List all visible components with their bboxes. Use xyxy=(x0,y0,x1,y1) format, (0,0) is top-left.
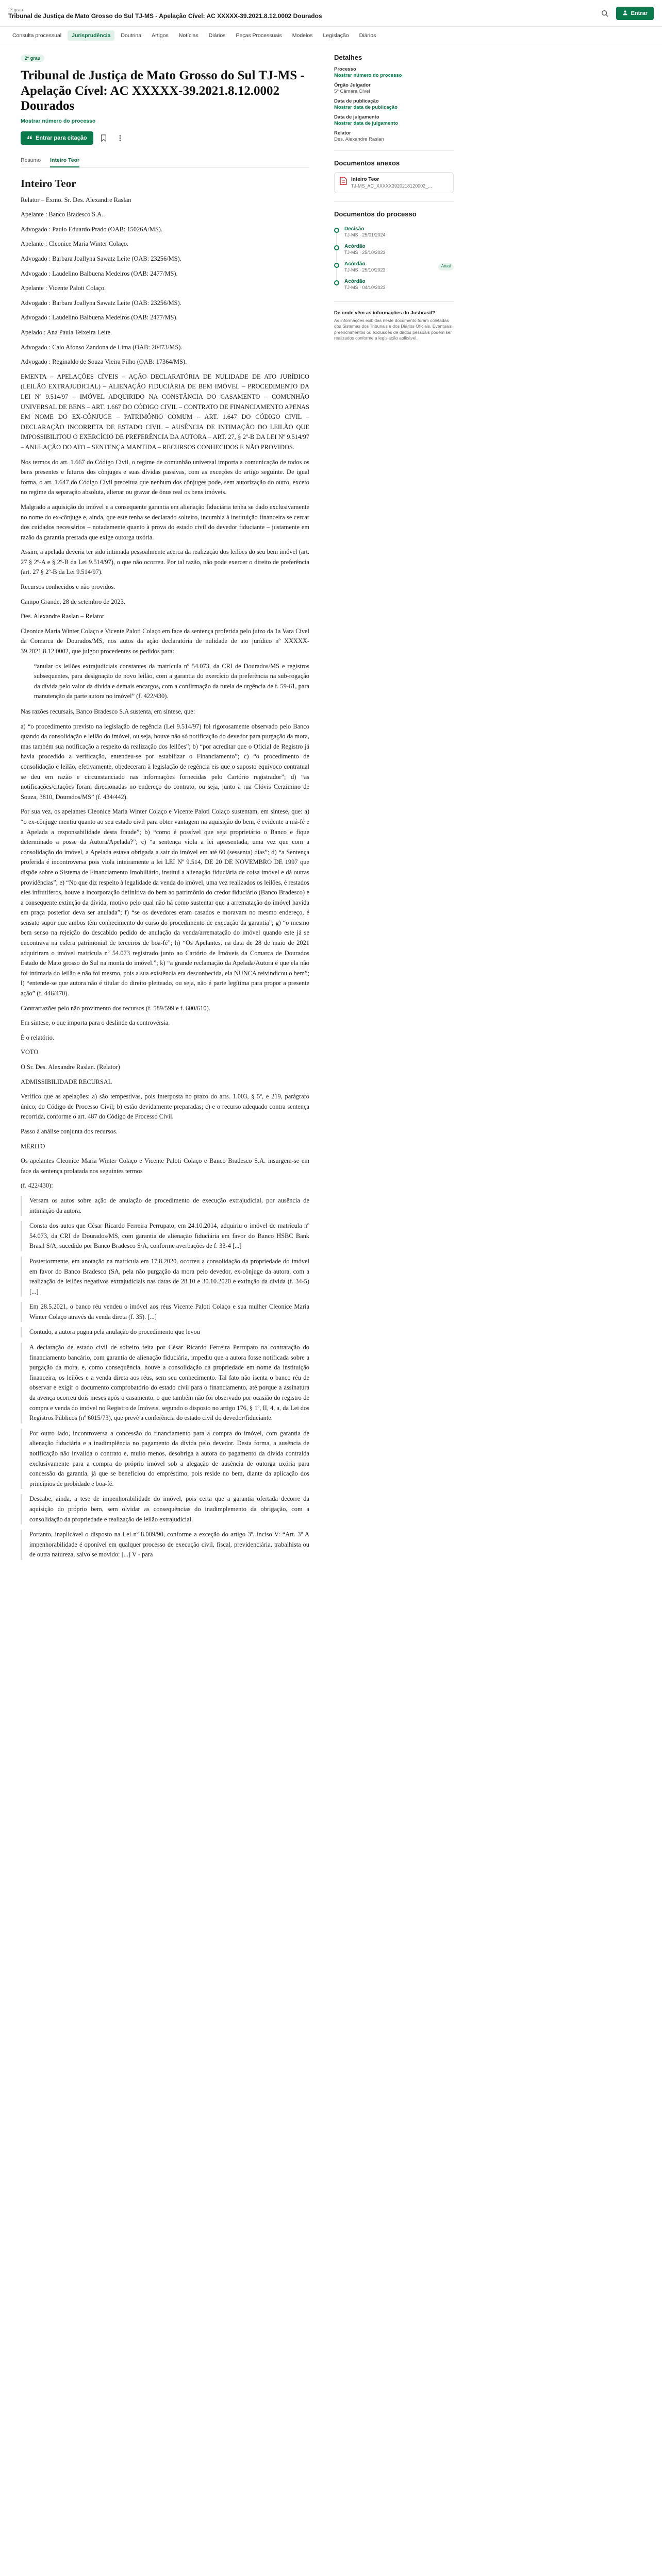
divider xyxy=(334,201,454,202)
party-line: Apelante : Vicente Paloti Colaço. xyxy=(21,284,106,292)
timeline-item[interactable] xyxy=(334,241,454,258)
attachment-name: Inteiro Teor xyxy=(351,177,379,182)
user-icon xyxy=(622,10,628,17)
org-label: Órgão Julgador xyxy=(334,82,371,88)
timeline-name: Acórdão xyxy=(344,279,366,284)
paragraph: Assim, a apelada deveria ter sido intimada pessoalmente acerca da realização dos leilões do seu bem imóvel (art. 27 § 2º-A e § 2º-B da Lei 9.514/97), o que não ocorreu. Por tal razão, não pode exercer o direito de preferência (art. 27 § 2º-B da Lei 9.514/97). xyxy=(21,548,309,576)
process-label: Processo xyxy=(334,66,356,72)
timeline-title: Documentos do processo xyxy=(334,210,417,218)
timeline-name: Decisão xyxy=(344,226,365,232)
party-line: Advogado : Laudelino Balbuena Medeiros (OAB: 2477/MS). xyxy=(21,269,178,277)
timeline-item[interactable] xyxy=(334,276,454,293)
top-bar-actions xyxy=(599,7,654,20)
quote-icon xyxy=(27,134,32,142)
timeline-dot xyxy=(334,263,339,268)
paragraph: Os apelantes Cleonice Maria Winter Colaço e Vicente Paloti Colaço e Banco Bradesco S.A. insurgem-se em face da sentença prolatada nos seguintes termos xyxy=(21,1157,309,1175)
publication-label: Data de publicação xyxy=(334,98,379,104)
document-icon xyxy=(340,177,347,187)
divider xyxy=(334,150,454,151)
timeline-item[interactable] xyxy=(334,223,454,241)
party-line: Advogado : Paulo Eduardo Prado (OAB: 15026A/MS). xyxy=(21,225,162,233)
block-quote: Versam os autos sobre ação de anulação de procedimento de execução extrajudicial, por ausência de intimação da autora. xyxy=(21,1196,309,1216)
bookmark-icon[interactable] xyxy=(97,132,110,144)
top-grade-label: 2º grau xyxy=(8,7,23,12)
party-line: Apelante : Banco Bradesco S.A.. xyxy=(21,211,105,218)
enter-button[interactable] xyxy=(616,7,654,20)
main-content xyxy=(21,44,309,1565)
top-title: Tribunal de Justiça de Mato Grosso do Sul TJ-MS - Apelação Cível: AC XXXXX-39.2021.8.12.0002 Dourados xyxy=(8,12,322,20)
block-quote: Posteriormente, em anotação na matrícula em 17.8.2020, ocorreu a consolidação da propriedade do imóvel em favor do Banco Bradesco (SA, pela não purgação da mora pelo devedor, ex-cônjuge da autora, com a realização de leilões negativos extrajudiciais nas datas de 28.10 e 30.10.2020 e extinção da dívida (f. 34-5) [...] xyxy=(21,1257,309,1297)
party-line: Apelante : Cleonice Maria Winter Colaço. xyxy=(21,240,129,248)
section-tabs xyxy=(21,154,309,168)
main-nav xyxy=(0,27,662,44)
nav-tab-doutrina[interactable]: Doutrina xyxy=(121,32,142,39)
paragraph: a) “o procedimento previsto na legislação de regência (Lei 9.514/97) foi rigorosamente observado pelo Banco quando da consolidação e leilão do imóvel, ou seja, houve não só notificação do devedor para purgação da mora, mas também sua notificação a respeito da realização dos leilões”; b) “por acreditar que o Oficial de Registro já havia procedido a verificação, entendeu-se por estabilizar o Financiamento”; c) “o procedimento de consolidação e leilão, efetivamente, obedeceram à legislação de regência eis que o suposto equívoco contratual se deu em razão e circunstanciado nas informações fornecidas pelo Cartório registrador”; d) “as notificações/citações foram direcionadas no endereço do contrato, ou seja, junto à rua Clóvis Cerzimino de Souza, 3810, Dourados/MS” (f. 434/442). xyxy=(21,722,309,801)
party-line: Advogado : Barbara Joallyna Sawatz Leite (OAB: 23256/MS). xyxy=(21,299,181,307)
timeline-date: TJ-MS · 25/10/2023 xyxy=(344,250,386,255)
timeline-item[interactable] xyxy=(334,258,454,276)
paragraph: Recursos conhecidos e não providos. xyxy=(21,583,115,591)
paragraph: Campo Grande, 28 de setembro de 2023. xyxy=(21,598,126,605)
search-icon[interactable] xyxy=(599,7,611,20)
page-title: Tribunal de Justiça de Mato Grosso do Sul TJ-MS - Apelação Cível: AC XXXXX-39.2021.8.12.0002 Dourados xyxy=(21,69,305,113)
nav-tab-pecas[interactable]: Peças Processuais xyxy=(236,32,282,39)
timeline-name: Acórdão xyxy=(344,244,366,249)
cite-button-label: Entrar para citação xyxy=(36,134,87,141)
process-number-link[interactable]: Mostrar número do processo xyxy=(334,73,402,78)
paragraph: Cleonice Maria Winter Colaço e Vicente Paloti Colaço em face da sentença proferida pelo juízo da 1a Vara Cível da Comarca de Dourados/MS, nos autos da ação declaratória de nulidade de ato jurídico nº XXXXX-39.2021.8.12.0002, que julgou procedentes os pedidos para: xyxy=(21,627,309,655)
rapporteur-label: Relator xyxy=(334,130,351,136)
divider xyxy=(334,301,454,302)
timeline-dot xyxy=(334,245,339,250)
enter-button-label: Entrar xyxy=(631,10,648,16)
block-quote: Portanto, inaplicável o disposto na Lei nº 8.009/90, conforme a exceção do artigo 3º, inciso V: “Art. 3º A impenhorabilidade é oponível em qualquer processo de execução civil, fiscal, previdenciária, trabalhista ou de outra natureza, salvo se movido: [...] V - para xyxy=(21,1530,309,1560)
party-line: Advogado : Caio Afonso Zandona de Lima (OAB: 20473/MS). xyxy=(21,343,183,351)
org-value: 5ª Câmara Cível xyxy=(334,89,370,94)
tab-inteiro-teor[interactable]: Inteiro Teor xyxy=(50,154,79,167)
nav-tab-legislacao[interactable]: Legislação xyxy=(323,32,349,39)
paragraph: O Sr. Des. Alexandre Raslan. (Relator) xyxy=(21,1063,120,1071)
tab-resumo[interactable]: Resumo xyxy=(21,157,41,163)
page-layout xyxy=(0,44,662,1565)
action-row xyxy=(21,131,309,145)
paragraph: Nas razões recursais, Banco Bradesco S.A sustenta, em síntese, que: xyxy=(21,708,195,716)
attachments-title: Documentos anexos xyxy=(334,159,400,167)
rapporteur-value: Des. Alexandre Raslan xyxy=(334,137,384,142)
paragraph: ADMISSIBILIDADE RECURSAL xyxy=(21,1078,112,1086)
block-quote: Contudo, a autora pugna pela anulação do procedimento que levou xyxy=(21,1327,309,1337)
attachment-info xyxy=(351,177,439,189)
block-quote: Descabe, ainda, a tese de impenhorabilidade do imóvel, pois certa que a garantia ofertada decorre da aquisição do próprio bem, sem olvidar as consequências do inadimplemento da obrigação, com a consolidação da propriedade e realização de leilão extrajudicial. xyxy=(21,1494,309,1524)
top-bar xyxy=(0,0,662,27)
paragraph: Nos termos do art. 1.667 do Código Civil, o regime de comunhão universal importa a comunicação de todos os bens presentes e futuros dos cônjuges e suas dívidas passivas, com as exceções do artigo seguinte. De igual forma, o art. 1.647 do Código Civil preceitua que nenhum dos cônjuges pode, sem autorização do outro, exceto no regime da separação absoluta, alienar ou gravar de ônus real os bens imóveis. xyxy=(21,458,309,496)
nav-tab-diarios[interactable]: Diários xyxy=(208,32,226,39)
party-line: Advogado : Laudelino Balbuena Medeiros (OAB: 2477/MS). xyxy=(21,314,178,321)
party-line: Apelado : Ana Paula Teixeira Leite. xyxy=(21,329,112,336)
timeline-body xyxy=(344,261,433,273)
sidebar xyxy=(334,44,454,1565)
timeline-body xyxy=(344,226,454,238)
more-options-icon[interactable] xyxy=(114,132,126,144)
nav-tab-diarios-2[interactable]: Diários xyxy=(359,32,376,39)
timeline-date: TJ-MS · 25/10/2023 xyxy=(344,267,386,273)
paragraph: (f. 422/430): xyxy=(21,1182,53,1190)
info-source-question[interactable]: De onde vêm as informações do Jusbrasil? xyxy=(334,310,435,316)
timeline-dot xyxy=(334,280,339,285)
process-timeline xyxy=(334,223,454,293)
party-line: Advogado : Reginaldo de Souza Vieira Filho (OAB: 17364/MS). xyxy=(21,358,187,366)
nav-tab-modelos[interactable]: Modelos xyxy=(292,32,313,39)
paragraph: É o relatório. xyxy=(21,1033,55,1041)
nav-tab-artigos[interactable]: Artigos xyxy=(152,32,169,39)
quotation: “anular os leilões extrajudiciais constantes da matrícula nº 54.073, da CRI de Dourados/MS e registros subsequentes, para designação de novo leilão, com a garantia do exercício da preferência na sub-rogação da dívida pelo valor da dívida e demais encargos, com a confirmação da tutela de urgência de f. 59-61, para manutenção da parte autora no imóvel” (f. 422/430). xyxy=(34,662,309,700)
grade-badge: 2º grau xyxy=(21,55,44,62)
publication-date-link[interactable]: Mostrar data de publicação xyxy=(334,105,398,110)
show-process-number-link[interactable]: Mostrar número do processo xyxy=(21,117,96,124)
paragraph: Contrarrazões pelo não provimento dos recursos (f. 589/599 e f. 600/610). xyxy=(21,1004,210,1012)
paragraph: Malgrado a aquisição do imóvel e a consequente garantia em alienação fiduciária tenha se dado exclusivamente no nome do ex-cônjuge e, ainda, que este tenha se declarado solteiro, incumbia à instituição financeira se cercar dos cuidados necessários – notadamente quanto à prova do estado civil do devedor fiduciante – justamente em razão da garantia prestada que exige outorga uxória. xyxy=(21,503,309,541)
nav-tab-consulta[interactable]: Consulta processual xyxy=(12,32,62,39)
paragraph: VOTO xyxy=(21,1048,39,1056)
timeline-date: TJ-MS · 25/01/2024 xyxy=(344,232,386,238)
cite-button[interactable] xyxy=(21,131,93,145)
timeline-name: Acórdão xyxy=(344,261,366,267)
timeline-body xyxy=(344,279,454,290)
party-line: Relator – Exmo. Sr. Des. Alexandre Raslan xyxy=(21,196,131,204)
block-quote: A declaração de estado civil de solteiro feita por César Ricardo Ferreira Perrupato na contratação do financiamento bancário, com garantia de alienação fiduciária, impediu que a autora fosse notificada sobre a purgação da mora, e, como consequência, houve a consolidação da propriedade em nome da instituição financeira, os leilões e a venda direta aos réus, sem seu conhecimento. Tal fato não isenta o banco réu de observar e exigir o documento comprobatório do estado civil para o financiamento, até porque a assinatura da avença ocorreu dois meses após o casamento, o que também não foi observado por ocasião do registro de compra e venda do imóvel no Registro de Imóveis, segundo o disposto no artigo 176, § 1º, II, 4, a, da Lei dos Registros Públicos (nº 6015/73), que prevê a conferência do estado civil do devedor/fiduciante. xyxy=(21,1343,309,1423)
paragraph: Em síntese, o que importa para o deslinde da controvérsia. xyxy=(21,1019,170,1027)
nav-tab-noticias[interactable]: Notícias xyxy=(178,32,198,39)
details-title: Detalhes xyxy=(334,54,362,61)
paragraph: MÉRITO xyxy=(21,1142,45,1150)
block-quote: Em 28.5.2021, o banco réu vendeu o imóvel aos réus Vicente Paloti Colaço e sua mulher Cleonice Maria Winter Colaço através da venda direta (f. 35). [...] xyxy=(21,1302,309,1322)
info-source-text: As informações exibidas neste documento foram coletadas dos Sistemas dos Tribunais e dos Diários Oficiais. Eventuais preenchimentos ou exclusões de dados pessoais podem ser realizados conforme a legislação aplicável. xyxy=(334,318,452,341)
timeline-body xyxy=(344,244,454,255)
block-quote: Por outro lado, incontroversa a concessão do financiamento para a compra do imóvel, com garantia de alienação fiduciária e a inadimplência no pagamento da dívida pelo devedor. Desta forma, a ausência de notificação não invalida o contrato e, muito menos, desobriga a autora do pagamento da dívida contraída exclusivamente para a compra do próprio imóvel sob a alegação de ausência de outorga uxória para concessão da garantia, já que se beneficiou do empréstimo, pois reside no bem, diante da aplicação dos princípios de probidade e boa-fé. xyxy=(21,1429,309,1489)
party-line: Advogado : Barbara Joallyna Sawatz Leite (OAB: 23256/MS). xyxy=(21,255,181,263)
paragraph: Passo à análise conjunta dos recursos. xyxy=(21,1127,118,1135)
timeline-dot xyxy=(334,228,339,233)
attachment-card[interactable] xyxy=(334,172,454,193)
paragraph: Des. Alexandre Raslan – Relator xyxy=(21,613,105,620)
block-quote: Consta dos autos que César Ricardo Ferreira Perrupato, em 24.10.2014, adquiriu o imóvel de matrícula nº 54.073, da CRI de Dourados/MS, com garantia de alienação fiduciária em favor do Banco HSBC Bank Brasil S/A, sucedido por Banco Bradesco S/A, conforme averbações de f. 33-4 [...] xyxy=(21,1221,309,1251)
ementa: EMENTA – APELAÇÕES CÍVEIS – AÇÃO DECLARATÓRIA DE NULIDADE DE ATO JURÍDICO (LEILÃO EXTRAJUDICIAL) – ALIENAÇÃO FIDUCIÁRIA DE BEM IMÓVEL – PROCEDIMENTO DA LEI Nº 9.514/97 – IMÓVEL ADQUIRIDO NA CONSTÂNCIA DO CASAMENTO – COMUNHÃO UNIVERSAL DE BENS – ART. 1.667 DO CÓDIGO CIVIL – CONTRATO DE FINANCIAMENTO APENAS EM NOME DO EX-CÔNJUGE – PATRIMÔNIO COMUM – ART. 1.647 DO CÓDIGO CIVIL – DECLARAÇÃO INCORRETA DE ESTADO CIVIL – AUSÊNCIA DE INTIMAÇÃO DO LEILÃO QUE IMPOSSIBILITOU O EXERCÍCIO DE PREFERÊNCIA DA AUTORA – ART. 27, § 2º-B DA LEI Nº 9.514/97 – ANULAÇÃO DO ATO – SENTENÇA MANTIDA – RECURSOS CONHECIDOS E NÃO PROVIDOS. xyxy=(21,372,309,451)
top-bar-title-block xyxy=(8,7,599,20)
paragraph: Por sua vez, os apelantes Cleonice Maria Winter Colaço e Vicente Paloti Colaço sustentam, em síntese, que: a) “o ex-cônjuge mentiu quanto ao seu estado civil para obter vantagem na aquisição do bem, é evidente a má-fé e a Apelada a responsabilidade desta fraude”; b) “como é possível que seja proprietário o Banco e fique determinado a posse da Autora/Apelada?”; c) “a sentença viola a lei apresentada, uma vez que com a consolidação do imóvel, a Apelada estava obrigada a sair do imóvel em até 60 (sessenta) dias”; d) “a Sentença proferida é incontroversa pois viola inteiramente a lei LEI Nº 9.514, DE 20 DE NOVEMBRO DE 1997 que dispõe sobre o Sistema de Financiamento Imobiliário, institui a alienação fiduciária de coisa imóvel e dá outras providências”; e) “No que diz respeito à legalidade da venda do imóvel, uma vez realizados os leilões, é restados eles infrutíferos, houve a incorporação definitiva do bem ao patrimônio do credor fiduciário (Banco Bradesco) e a consequente extinção da dívida, motivo pelo qual não há como sustentar que a arrematação do imóvel havida em praça posterior deva ser anulada”; f) “se os devedores eram casados e moravam no mesmo endereço, é sensato supor que ambos têm conhecimento do curso do procedimento de execução da garantia”; g) “o mesmo bem senso na rejeição do descabido pedido de anulação da venda/arrematação do imóvel quando este já se encontrava na esfera patrimonial de terceiros de boa-fé”; h) “Os Apelantes, na data de 28 de maio de 2021 adquiriram o imóvel matrícula nº 54.073 registrado junto ao Cartório de Imóveis da Comarca de Dourados Estado de Mato grosso do Sul na monta do imóvel.”; k) “a grande reclamação da Apelada/Autora é que ela não foi intimada do leilão e não foi mesmo, pois a sua existência era desconhecida, ela NUNCA reivindicou o bem”; l) “entende-se que autora não é titular do direito pleiteado, ou seja, não é parte legítima para propor a presente ação” (f. 446/470). xyxy=(21,808,309,997)
document-heading: Inteiro Teor xyxy=(21,177,76,190)
judgment-label: Data de julgamento xyxy=(334,114,379,120)
judgment-date-link[interactable]: Mostrar data de julgamento xyxy=(334,121,399,126)
document-body xyxy=(21,175,309,1560)
current-badge: Atual xyxy=(438,263,454,270)
attachment-file: TJ-MS_AC_XXXXX3920218120002_... xyxy=(351,183,432,189)
paragraph: Verifico que as apelações: a) são tempestivas, pois interposta no prazo do arts. 1.003, § 5º, e 219, parágrafo único, do Código de Processo Civil; b) estão devidamente preparadas; c) e o recurso adequado contra sentença recorrida, conforme o art. 487 do Código de Processo Civil. xyxy=(21,1093,309,1121)
timeline-date: TJ-MS · 04/10/2023 xyxy=(344,285,386,290)
nav-tab-jurisprudencia[interactable]: Jurisprudência xyxy=(68,30,114,41)
